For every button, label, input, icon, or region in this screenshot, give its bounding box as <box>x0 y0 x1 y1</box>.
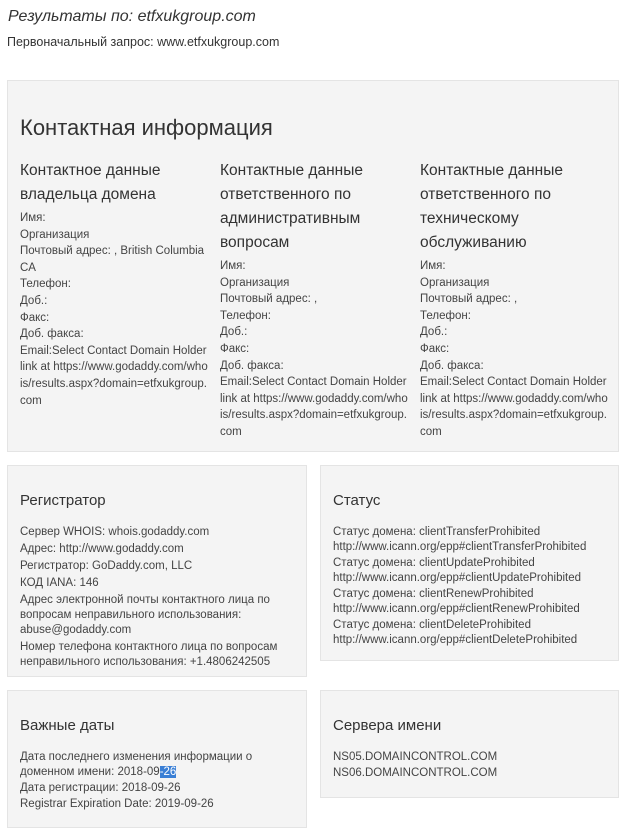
tech-phone: Телефон: <box>420 309 471 322</box>
owner-fax-ext: Доб. факса: <box>20 328 84 341</box>
admin-email: Email:Select Contact Domain Holder link at https://www.godaddy.com/whois/results.aspx?domain=etfxukgroup.com <box>220 376 408 438</box>
owner-address: Почтовый адрес: , British Columbia CA <box>20 245 205 274</box>
registrar-url: Адрес: http://www.godaddy.com <box>20 543 184 555</box>
selected-text: -26 <box>159 766 177 778</box>
whois-server: Сервер WHOIS: whois.godaddy.com <box>20 526 210 538</box>
admin-contact-heading: Контактные данные ответственного по административным вопросам <box>220 162 363 251</box>
registrar-panel <box>7 465 307 677</box>
tech-fax-ext: Доб. факса: <box>420 359 484 372</box>
tech-address: Почтовый адрес: , <box>420 293 518 306</box>
owner-contact-heading: Контактное данные владельца домена <box>20 162 161 203</box>
nameserver-1: NS05.DOMAINCONTROL.COM <box>333 751 498 763</box>
status-title: Статус <box>333 492 381 509</box>
admin-phone: Телефон: <box>220 309 271 322</box>
results-domain: etfxukgroup.com <box>137 8 256 25</box>
contacts-title: Контактная информация <box>20 115 273 140</box>
admin-organization: Организация <box>220 276 290 289</box>
admin-address: Почтовый адрес: , <box>220 293 318 306</box>
nameservers-title: Сервера имени <box>333 717 442 734</box>
last-change-date <box>20 750 298 780</box>
owner-contact-column <box>20 159 210 409</box>
admin-contact-column <box>220 159 410 441</box>
status-renew: Статус домена: clientRenewProhibited http://www.icann.org/epp#clientRenewProhibited <box>333 588 580 615</box>
owner-organization: Организация <box>20 228 90 241</box>
nameservers-panel <box>320 690 619 798</box>
results-label: Результаты по: <box>8 8 134 25</box>
nameserver-2: NS06.DOMAINCONTROL.COM <box>333 767 498 779</box>
registrar-name: Регистратор: GoDaddy.com, LLC <box>20 560 193 572</box>
results-title <box>8 8 256 26</box>
admin-fax: Факс: <box>220 342 250 355</box>
tech-email: Email:Select Contact Domain Holder link at https://www.godaddy.com/whois/results.aspx?domain=etfxukgroup.com <box>420 376 608 438</box>
abuse-email: Адрес электронной почты контактного лица по вопросам неправильного использования: abuse@godaddy.com <box>20 594 270 636</box>
tech-organization: Организация <box>420 276 490 289</box>
status-delete: Статус домена: clientDeleteProhibited http://www.icann.org/epp#clientDeleteProhibited <box>333 619 578 646</box>
admin-ext: Доб.: <box>220 326 248 339</box>
owner-name: Имя: <box>20 212 46 224</box>
dates-title: Важные даты <box>20 717 115 734</box>
registration-date: Дата регистрации: 2018-09-26 <box>20 782 181 794</box>
owner-fax: Факс: <box>20 311 50 324</box>
owner-phone: Телефон: <box>20 278 71 291</box>
original-query: Первоначальный запрос: www.etfxukgroup.com <box>7 35 280 49</box>
tech-name: Имя: <box>420 260 446 272</box>
status-transfer: Статус домена: clientTransferProhibited http://www.icann.org/epp#clientTransferProhibited <box>333 526 587 553</box>
status-panel <box>320 465 619 661</box>
last-change-text: Дата последнего изменения информации о доменном имени: 2018-09 <box>20 751 253 778</box>
registrar-title: Регистратор <box>20 492 106 509</box>
tech-fax: Факс: <box>420 342 450 355</box>
owner-email: Email:Select Contact Domain Holder link at https://www.godaddy.com/whois/results.aspx?domain=etfxukgroup.com <box>20 344 208 407</box>
contacts-panel <box>7 80 619 452</box>
admin-name: Имя: <box>220 260 246 272</box>
status-update: Статус домена: clientUpdateProhibited http://www.icann.org/epp#clientUpdateProhibited <box>333 557 582 584</box>
expiration-date: Registrar Expiration Date: 2019-09-26 <box>20 798 214 810</box>
dates-panel <box>7 690 307 828</box>
tech-ext: Доб.: <box>420 326 448 339</box>
owner-ext: Доб.: <box>20 294 48 307</box>
admin-fax-ext: Доб. факса: <box>220 359 284 372</box>
abuse-phone: Номер телефона контактного лица по вопросам неправильного использования: +1.4806242505 <box>20 641 278 668</box>
tech-contact-heading: Контактные данные ответственного по техническому обслуживанию <box>420 162 563 251</box>
tech-contact-column <box>420 159 610 441</box>
iana-code: КОД IANA: 146 <box>20 577 99 589</box>
